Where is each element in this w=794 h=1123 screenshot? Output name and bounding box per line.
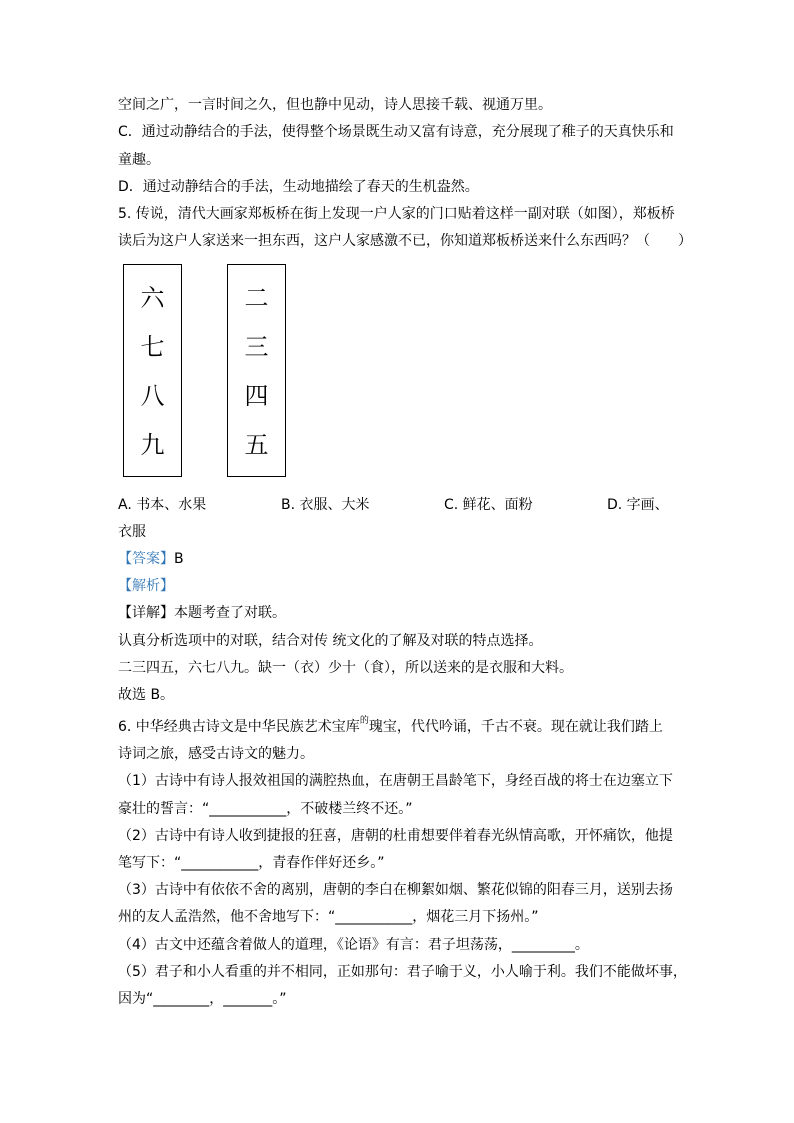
- intro-superscript: 的: [359, 716, 369, 726]
- subquestion-5-blank: 因为“________，_______。”: [118, 991, 287, 1007]
- option-c-previous: C．通过动静结合的手法，使得整个场景既生动又富有诗意，充分展现了稚子的天真快乐和: [118, 124, 674, 140]
- option-d-continued: 衣服: [118, 524, 146, 540]
- answer-tag: 【答案】: [118, 551, 174, 567]
- subquestion-1-blank: 豪壮的誓言：“___________，不破楼兰终不还。”: [118, 801, 413, 817]
- text-line: 空间之广，一言时间之久，但也静中见动，诗人思接千载、视通万里。: [118, 97, 552, 113]
- couplet-char: 四: [244, 382, 269, 410]
- explanation-line: 二三四五，六七八九。缺一（衣）少十（食），所以送来的是衣服和大料。: [118, 660, 573, 676]
- question-6-intro: [118, 718, 663, 738]
- intro-text: 瑰宝，代代吟诵，千古不衰。现在就让我们踏上: [368, 719, 663, 735]
- subquestion-4: （4）古文中还蕴含着做人的道理，《论语》有言：君子坦荡荡，_________。: [118, 937, 589, 953]
- conclusion-line: 故选 B。: [118, 687, 175, 703]
- question-5-line2: 读后为这户人家送来一担东西，这户人家感激不已，你知道郑板桥送来什么东西吗？（ ）: [118, 233, 692, 249]
- option-b: B. 衣服、大米: [281, 497, 370, 513]
- option-c: C. 鲜花、面粉: [444, 497, 533, 513]
- detail-line: [118, 604, 286, 622]
- explanation-line: 认真分析选项中的对联，结合对传 统文化的了解及对联的特点选择。: [118, 633, 543, 649]
- subquestion-5: （5）君子和小人看重的并不相同，正如那句：君子喻于义，小人喻于利。我们不能做坏事，: [118, 964, 687, 980]
- option-d: D. 字画、: [607, 497, 669, 513]
- couplet-char: 七: [140, 333, 165, 361]
- couplet-char: 二: [244, 284, 269, 312]
- option-a: A. 书本、水果: [118, 497, 207, 513]
- couplet-char: 九: [140, 431, 165, 459]
- subquestion-2-blank: 笔写下：“___________，青春作伴好还乡。”: [118, 855, 385, 871]
- couplet-char: 三: [244, 333, 269, 361]
- subquestion-3-blank: 州的友人孟浩然，他不舍地写下：“___________，烟花三月下扬州。”: [118, 909, 539, 925]
- option-d-previous: D．通过动静结合的手法，生动地描绘了春天的生机盎然。: [118, 179, 479, 195]
- text-line: 童趣。: [118, 152, 160, 168]
- subquestion-3: （3）古诗中有依依不舍的离别，唐朝的李白在柳絮如烟、繁花似锦的阳春三月，送别去扬: [118, 882, 673, 898]
- subquestion-2: （2）古诗中有诗人收到捷报的狂喜，唐朝的杜甫想要伴着春光纵情高歌，开怀痛饮，他提: [118, 828, 673, 844]
- analysis-line: [118, 577, 174, 595]
- answer-value: B: [174, 551, 184, 567]
- detail-tag: 【详解】: [118, 605, 174, 621]
- couplet-right-scroll: [227, 264, 286, 477]
- couplet-char: 六: [140, 284, 165, 312]
- question-5-line1: 5. 传说，清代大画家郑板桥在街上发现一户人家的门口贴着这样一副对联（如图），郑板桥: [118, 206, 675, 222]
- detail-text: 本题考查了对联。: [174, 605, 286, 621]
- question-6-intro: 诗词之旅，感受古诗文的魅力。: [118, 746, 314, 762]
- couplet-char: 八: [140, 382, 165, 410]
- couplet-char: 五: [244, 431, 269, 459]
- couplet-left-scroll: [123, 264, 182, 477]
- subquestion-1: （1）古诗中有诗人报效祖国的满腔热血，在唐朝王昌龄笔下，身经百战的将士在边塞立下: [118, 773, 673, 789]
- answer-line: [118, 550, 184, 568]
- intro-text: 6. 中华经典古诗文是中华民族艺术宝库: [118, 719, 360, 735]
- analysis-tag: 【解析】: [118, 578, 174, 594]
